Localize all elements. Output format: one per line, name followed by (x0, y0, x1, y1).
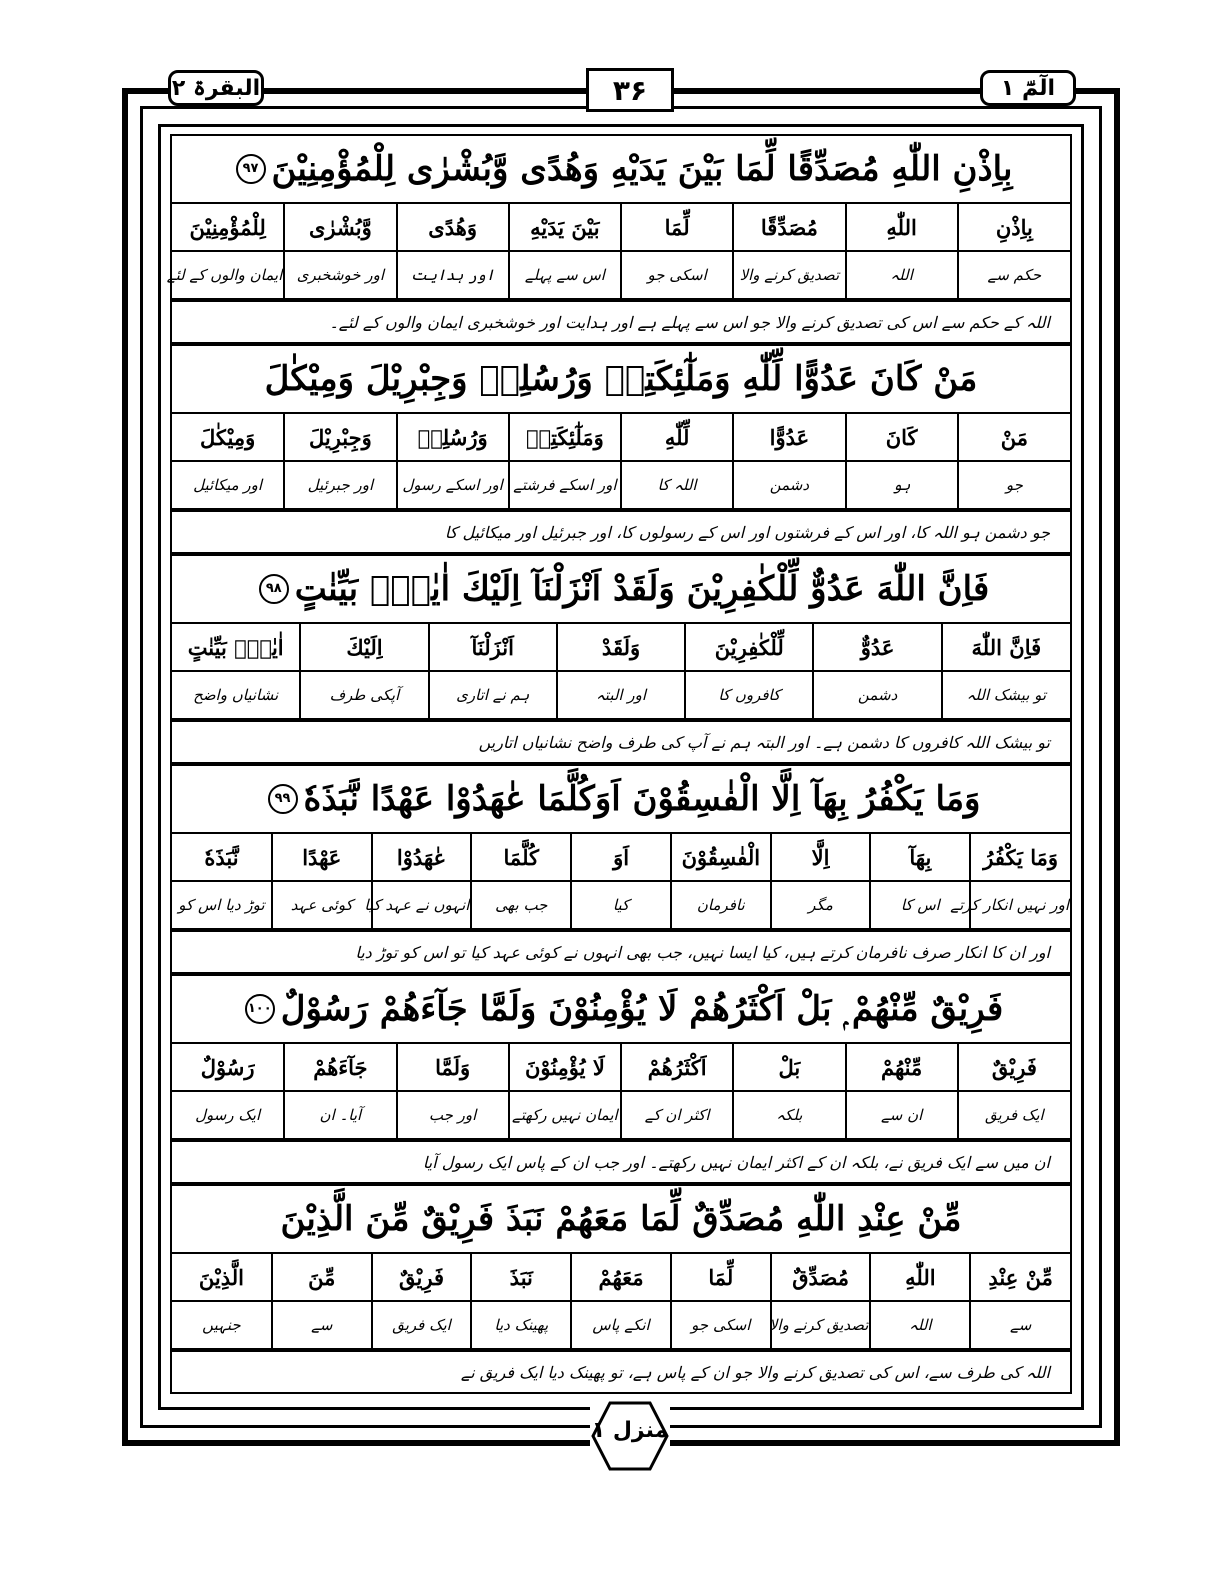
arabic-word-cell: بِهَآ (870, 834, 970, 881)
arabic-word-cell: اٰيٰتٍۭ بَيِّنٰتٍ (172, 624, 300, 671)
surah-label: البقرۃ ۲ (168, 70, 264, 106)
ayah-number-marker: ۹۷ (236, 154, 266, 184)
arabic-word-cell: لِّلْكٰفِرِيْنَ (685, 624, 813, 671)
arabic-word-cell: وَمَا يَكْفُرُ (970, 834, 1070, 881)
arabic-word-cell: مِّنَ (272, 1254, 372, 1301)
word-by-word-table (172, 624, 1070, 720)
page-content (166, 134, 1072, 1394)
urdu-meaning-cell: ہم نے اتاری (429, 671, 557, 719)
urdu-meaning-cell: اور میکائیل (172, 461, 284, 509)
ayah-number-marker: ۹۹ (268, 784, 298, 814)
urdu-meanings-row (172, 881, 1070, 929)
urdu-translation-line: جو دشمن ہو اللہ کا، اور اس کے فرشتوں اور اس کے رسولوں کا، اور جبرئیل اور میکائیل کا (172, 510, 1070, 552)
verse-block (170, 1184, 1072, 1394)
arabic-word-cell: الَّذِيْنَ (172, 1254, 272, 1301)
arabic-word-cell: بِاِذْنِ (958, 204, 1070, 251)
arabic-word-cell: وَجِبْرِيْلَ (284, 414, 396, 461)
urdu-meaning-cell: کافروں کا (685, 671, 813, 719)
arabic-word-cell: رَسُوْلٌ (172, 1044, 284, 1091)
urdu-meaning-cell: اس کا (870, 881, 970, 929)
arabic-word-cell: اَنْزَلْنَآ (429, 624, 557, 671)
arabic-verse-line (172, 976, 1070, 1044)
arabic-word-cell: فَاِنَّ اللّٰهَ (942, 624, 1070, 671)
verse-block (170, 554, 1072, 764)
arabic-word-cell: وَلَمَّا (397, 1044, 509, 1091)
urdu-meaning-cell: تو بیشک اللہ (942, 671, 1070, 719)
urdu-translation-line: اللہ کی طرف سے، اس کی تصدیق کرنے والا جو ان کے پاس ہے، تو پھینک دیا ایک فریق نے (172, 1350, 1070, 1392)
arabic-verse-line (172, 1186, 1070, 1254)
urdu-meaning-cell: ان سے (846, 1091, 958, 1139)
urdu-meaning-cell: تصدیق کرنے والا (771, 1301, 871, 1349)
urdu-meaning-cell: نافرمان (671, 881, 771, 929)
word-by-word-table (172, 1254, 1070, 1350)
urdu-meaning-cell: تصدیق کرنے والا (733, 251, 845, 299)
manzil-badge (590, 1400, 670, 1472)
arabic-word-cell: لِّلّٰهِ (621, 414, 733, 461)
word-by-word-table (172, 1044, 1070, 1140)
urdu-meaning-cell: ایک فریق (372, 1301, 472, 1349)
urdu-meaning-cell: جب بھی (471, 881, 571, 929)
urdu-meanings-row (172, 251, 1070, 299)
urdu-meaning-cell: سے (272, 1301, 372, 1349)
arabic-verse-line (172, 766, 1070, 834)
urdu-meaning-cell: انکے پاس (571, 1301, 671, 1349)
urdu-meanings-row (172, 671, 1070, 719)
arabic-word-cell: بَلْ (733, 1044, 845, 1091)
arabic-verse-text: بِاِذْنِ اللّٰهِ مُصَدِّقًا لِّمَا بَيْنَ يَدَيْهِ وَهُدًى وَّبُشْرٰى لِلْمُؤْمِنِيْنَ (271, 149, 1013, 189)
urdu-meaning-cell: توڑ دیا اس کو (172, 881, 272, 929)
word-by-word-table (172, 414, 1070, 510)
urdu-meaning-cell: کیا (571, 881, 671, 929)
arabic-words-row (172, 204, 1070, 251)
arabic-word-cell: نَّبَذَهٗ (172, 834, 272, 881)
arabic-word-cell: كَانَ (846, 414, 958, 461)
arabic-words-row (172, 1254, 1070, 1301)
urdu-meaning-cell: کوئی عہد (272, 881, 372, 929)
arabic-word-cell: اللّٰهِ (846, 204, 958, 251)
word-by-word-table (172, 834, 1070, 930)
urdu-translation-line: ان میں سے ایک فریق نے، بلکہ ان کے اکثر ایمان نہیں رکھتے۔ اور جب ان کے پاس ایک رسول آیا (172, 1140, 1070, 1182)
arabic-word-cell: جَآءَهُمْ (284, 1044, 396, 1091)
arabic-word-cell: كُلَّمَا (471, 834, 571, 881)
urdu-meaning-cell: انہوں نے عہد کیا (372, 881, 472, 929)
urdu-meaning-cell: مگر (771, 881, 871, 929)
verse-block (170, 344, 1072, 554)
urdu-meanings-row (172, 461, 1070, 509)
arabic-word-cell: فَرِيْقٌ (958, 1044, 1070, 1091)
urdu-translation-line: اللہ کے حکم سے اس کی تصدیق کرنے والا جو اس سے پہلے ہے اور ہدایت اور خوشخبری ایمان والوں کے لئے۔ (172, 300, 1070, 342)
arabic-verse-line (172, 346, 1070, 414)
arabic-verse-text: مِّنْ عِنْدِ اللّٰهِ مُصَدِّقٌ لِّمَا مَعَهُمْ نَبَذَ فَرِيْقٌ مِّنَ الَّذِيْنَ (280, 1199, 962, 1239)
arabic-word-cell: نَبَذَ (471, 1254, 571, 1301)
arabic-word-cell: عٰهَدُوْا (372, 834, 472, 881)
verse-block (170, 974, 1072, 1184)
arabic-word-cell: مُصَدِّقًا (733, 204, 845, 251)
ayah-number-marker: ۱۰۰ (245, 994, 275, 1024)
juz-label: الٓمّٓ ۱ (980, 70, 1076, 106)
urdu-meaning-cell: دشمن (813, 671, 941, 719)
arabic-word-cell: وَّبُشْرٰى (284, 204, 396, 251)
arabic-word-cell: لِّمَا (621, 204, 733, 251)
urdu-meaning-cell: اللہ (870, 1301, 970, 1349)
urdu-meaning-cell: اور نہیں انکار کرتے (970, 881, 1070, 929)
urdu-meaning-cell: آیا۔ ان (284, 1091, 396, 1139)
arabic-word-cell: الْفٰسِقُوْنَ (671, 834, 771, 881)
arabic-word-cell: مَنْ (958, 414, 1070, 461)
urdu-meaning-cell: دشمن (733, 461, 845, 509)
urdu-meaning-cell: اکثر ان کے (621, 1091, 733, 1139)
arabic-word-cell: عَدُوًّا (733, 414, 845, 461)
urdu-translation-line: تو بیشک اللہ کافروں کا دشمن ہے۔ اور البتہ ہم نے آپ کی طرف واضح نشانیاں اتاریں (172, 720, 1070, 762)
urdu-meaning-cell: ہو (846, 461, 958, 509)
urdu-translation-line: اور ان کا انکار صرف نافرمان کرتے ہیں، کیا ایسا نہیں، جب بھی انہوں نے کوئی عہد کیا تو اس کو توڑ دیا (172, 930, 1070, 972)
arabic-word-cell: وَرُسُلِهٖ (397, 414, 509, 461)
arabic-word-cell: اللّٰهِ (870, 1254, 970, 1301)
arabic-word-cell: وَلَقَدْ (557, 624, 685, 671)
arabic-word-cell: اِلَيْكَ (300, 624, 428, 671)
urdu-meaning-cell: بلکہ (733, 1091, 845, 1139)
arabic-verse-line (172, 556, 1070, 624)
arabic-word-cell: لِلْمُؤْمِنِيْنَ (172, 204, 284, 251)
arabic-words-row (172, 624, 1070, 671)
verse-block (170, 764, 1072, 974)
arabic-word-cell: مِّنْ عِنْدِ (970, 1254, 1070, 1301)
urdu-meaning-cell: ایمان والوں کے لئے (172, 251, 284, 299)
urdu-meaning-cell: سے (970, 1301, 1070, 1349)
arabic-word-cell: مُصَدِّقٌ (771, 1254, 871, 1301)
arabic-word-cell: فَرِيْقٌ (372, 1254, 472, 1301)
urdu-meaning-cell: اس سے پہلے (509, 251, 621, 299)
arabic-word-cell: مِّنْهُمْ (846, 1044, 958, 1091)
arabic-word-cell: عَهْدًا (272, 834, 372, 881)
arabic-word-cell: اِلَّا (771, 834, 871, 881)
arabic-verse-text: فَرِيْقٌ مِّنْهُمْ ۭ بَلْ اَكْثَرُهُمْ لَا يُؤْمِنُوْنَ وَلَمَّا جَآءَهُمْ رَسُوْلٌ (280, 989, 1004, 1029)
urdu-meaning-cell: اسکی جو (671, 1301, 771, 1349)
urdu-meaning-cell: حکم سے (958, 251, 1070, 299)
arabic-word-cell: اَوَ (571, 834, 671, 881)
urdu-meaning-cell: نشانیاں واضح (172, 671, 300, 719)
arabic-word-cell: اَكْثَرُهُمْ (621, 1044, 733, 1091)
arabic-words-row (172, 1044, 1070, 1091)
urdu-meaning-cell: اور جب (397, 1091, 509, 1139)
arabic-word-cell: وَمِيْكٰلَ (172, 414, 284, 461)
arabic-verse-text: فَاِنَّ اللّٰهَ عَدُوٌّ لِّلْكٰفِرِيْنَ وَلَقَدْ اَنْزَلْنَآ اِلَيْكَ اٰيٰتٍۭ بَيِّنٰتٍ (294, 569, 990, 609)
manzil-label: منزل ۱ (591, 1418, 669, 1443)
urdu-meaning-cell: اللہ (846, 251, 958, 299)
arabic-word-cell: لَا يُؤْمِنُوْنَ (509, 1044, 621, 1091)
urdu-meaning-cell: ایمان نہیں رکھتے (509, 1091, 621, 1139)
arabic-word-cell: وَمَلٰٓئِكَتِهٖ (509, 414, 621, 461)
word-by-word-table (166, 204, 1070, 300)
arabic-word-cell: لِّمَا (671, 1254, 771, 1301)
arabic-word-cell: وَهُدًى (397, 204, 509, 251)
page-number: ۳۶ (586, 68, 674, 112)
urdu-meaning-cell: اور خوشخبری (284, 251, 396, 299)
arabic-word-cell: مَعَهُمْ (571, 1254, 671, 1301)
urdu-meaning-cell: اللہ کا (621, 461, 733, 509)
urdu-meaning-cell: ایک رسول (172, 1091, 284, 1139)
verse-block (166, 134, 1072, 344)
arabic-word-cell: بَيْنَ يَدَيْهِ (509, 204, 621, 251)
urdu-meaning-cell: اسکی جو (621, 251, 733, 299)
urdu-meaning-cell: اور اسکے رسول (397, 461, 509, 509)
urdu-meaning-cell: آپکی طرف (300, 671, 428, 719)
arabic-verse-text: مَنْ كَانَ عَدُوًّا لِّلّٰهِ وَمَلٰٓئِكَتِهٖ وَرُسُلِهٖ وَجِبْرِيْلَ وَمِيْكٰلَ (264, 359, 978, 399)
arabic-verse-line (172, 136, 1070, 204)
arabic-word-cell: عَدُوٌّ (813, 624, 941, 671)
urdu-meaning-cell: اور جبرئیل (284, 461, 396, 509)
urdu-meaning-cell: اور اسکے فرشتے (509, 461, 621, 509)
urdu-meaning-cell: پھینک دیا (471, 1301, 571, 1349)
ayah-number-marker: ۹۸ (259, 574, 289, 604)
urdu-meanings-row (172, 1091, 1070, 1139)
urdu-meaning-cell: ایک فریق (958, 1091, 1070, 1139)
urdu-meaning-cell: جو (958, 461, 1070, 509)
arabic-words-row (172, 414, 1070, 461)
urdu-meaning-cell: اور ہدایت (397, 251, 509, 299)
urdu-meaning-cell: اور البتہ (557, 671, 685, 719)
urdu-meanings-row (172, 1301, 1070, 1349)
arabic-words-row (172, 834, 1070, 881)
urdu-meaning-cell: جنہیں (172, 1301, 272, 1349)
arabic-verse-text: وَمَا يَكْفُرُ بِهَآ اِلَّا الْفٰسِقُوْنَ اَوَكُلَّمَا عٰهَدُوْا عَهْدًا نَّبَذَهٗ (303, 779, 981, 819)
